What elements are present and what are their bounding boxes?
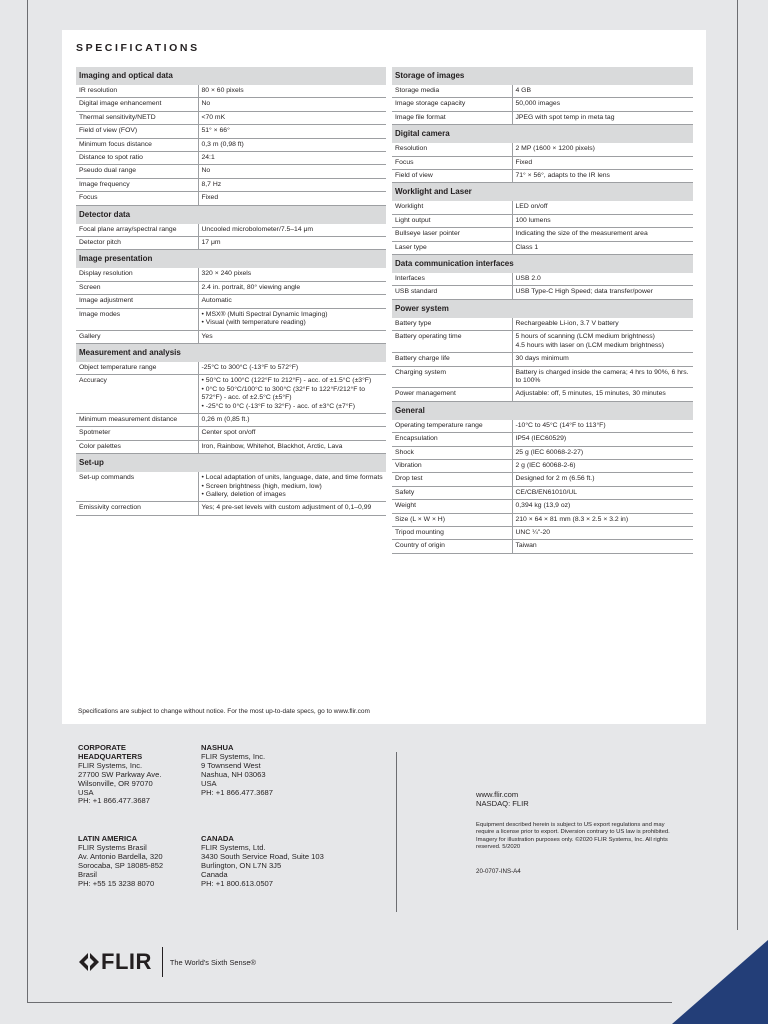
spec-value: 4 GB	[512, 85, 693, 98]
spec-value: JPEG with spot temp in meta tag	[512, 111, 693, 124]
spec-row	[392, 156, 693, 169]
frame-line-left	[27, 0, 28, 1003]
spec-row	[76, 440, 386, 453]
spec-value: USB 2.0	[512, 273, 693, 286]
spec-row	[392, 540, 693, 553]
spec-value: IP54 (IEC60529)	[512, 433, 693, 446]
spec-value	[198, 472, 386, 502]
spec-label: Image modes	[76, 308, 198, 330]
spec-value: Indicating the size of the measurement area	[512, 228, 693, 241]
spec-row	[76, 125, 386, 138]
section-header	[392, 183, 693, 202]
spec-label: Digital image enhancement	[76, 98, 198, 111]
spec-value: Rechargeable Li-ion, 3.7 V battery	[512, 318, 693, 331]
spec-label: Display resolution	[76, 268, 198, 281]
spec-row	[76, 138, 386, 151]
spec-label: Focus	[76, 192, 198, 205]
spec-label: Screen	[76, 281, 198, 294]
spec-value: Adjustable: off, 5 minutes, 15 minutes, 30 minutes	[512, 388, 693, 401]
section-heading: Measurement and analysis	[76, 343, 386, 362]
spec-label: Resolution	[392, 143, 512, 156]
spec-value: No	[198, 98, 386, 111]
spec-label: Detector pitch	[76, 237, 198, 250]
spec-label: Shock	[392, 446, 512, 459]
section-heading: Image presentation	[76, 250, 386, 269]
spec-row	[392, 111, 693, 124]
office-address: FLIR Systems, Ltd. 3430 South Service Road, Suite 103 Burlington, ON L7N 3J5 Canada PH: +1 800.613.0507	[201, 842, 324, 888]
legal-notice: Equipment described herein is subject to US export regulations and may require a license prior to export. Diversion contrary to US law is prohibited. Imagery for illustration purposes only. ©2020 FLIR Systems, Inc. All rights reserved. 5/2020	[476, 822, 670, 851]
spec-value: CE/CB/EN61010/UL	[512, 486, 693, 499]
flir-diamond-icon	[78, 951, 100, 973]
section-heading: Storage of images	[392, 67, 693, 85]
spec-table-right	[392, 67, 693, 554]
spec-value: 71° × 56°, adapts to the IR lens	[512, 170, 693, 183]
office-address: FLIR Systems, Inc. 27700 SW Parkway Ave. Wilsonville, OR 97070 USA PH: +1 866.477.3687	[78, 760, 162, 806]
spec-value-list	[202, 377, 384, 411]
spec-value: Class 1	[512, 241, 693, 254]
spec-value	[198, 375, 386, 414]
section-heading: Worklight and Laser	[392, 183, 693, 202]
spec-row	[76, 111, 386, 124]
spec-value-item: • -25°C to 0°C (-13°F to 32°F) - acc. of ±3°C (±7°F)	[202, 403, 384, 411]
spec-row	[392, 353, 693, 366]
spec-value: -25°C to 300°C (-13°F to 572°F)	[198, 362, 386, 375]
spec-row	[392, 433, 693, 446]
spec-row	[76, 427, 386, 440]
spec-label: Size (L × W × H)	[392, 513, 512, 526]
section-heading: Set-up	[76, 454, 386, 473]
spec-value: 25 g (IEC 60068-2-27)	[512, 446, 693, 459]
section-header	[76, 343, 386, 362]
spec-value: 2.4 in. portrait, 80° viewing angle	[198, 281, 386, 294]
spec-value: No	[198, 165, 386, 178]
page-title: SPECIFICATIONS	[76, 42, 200, 54]
spec-row	[76, 362, 386, 375]
spec-row	[392, 486, 693, 499]
spec-label: Image storage capacity	[392, 98, 512, 111]
spec-table-left	[76, 67, 386, 516]
spec-value: 0,394 kg (13,9 oz)	[512, 500, 693, 513]
spec-value-item: • 50°C to 100°C (122°F to 212°F) - acc. of ±1.5°C (±3°F)	[202, 377, 384, 385]
spec-label: Light output	[392, 214, 512, 227]
spec-value-item: • Visual (with temperature reading)	[202, 319, 384, 327]
spec-value: 24:1	[198, 152, 386, 165]
office-canada	[201, 835, 324, 888]
spec-row	[76, 413, 386, 426]
spec-row	[76, 375, 386, 414]
spec-row	[392, 273, 693, 286]
spec-value: 5 hours of scanning (LCM medium brightness) 4.5 hours with laser on (LCM medium brightness)	[512, 331, 693, 353]
spec-label: Encapsulation	[392, 433, 512, 446]
spec-label: Pseudo dual range	[76, 165, 198, 178]
office-nashua	[201, 744, 273, 797]
spec-value: Fixed	[198, 192, 386, 205]
spec-label: Charging system	[392, 366, 512, 388]
spec-value-list	[202, 311, 384, 328]
spec-row	[392, 228, 693, 241]
spec-label: Distance to spot ratio	[76, 152, 198, 165]
spec-row	[392, 331, 693, 353]
office-heading: CORPORATE HEADQUARTERS	[78, 743, 143, 761]
frame-line-right	[737, 0, 738, 930]
spec-value: Iron, Rainbow, Whitehot, Blackhot, Arctic, Lava	[198, 440, 386, 453]
spec-row	[76, 178, 386, 191]
spec-label: Bullseye laser pointer	[392, 228, 512, 241]
spec-label: IR resolution	[76, 85, 198, 98]
spec-label: Gallery	[76, 330, 198, 343]
spec-label: Worklight	[392, 201, 512, 214]
spec-value: USB Type-C High Speed; data transfer/power	[512, 286, 693, 299]
spec-row	[392, 85, 693, 98]
spec-value: UNC ¼"-20	[512, 526, 693, 539]
spec-value: Center spot on/off	[198, 427, 386, 440]
spec-label: Field of view (FOV)	[76, 125, 198, 138]
spec-value: Automatic	[198, 295, 386, 308]
spec-label: Object temperature range	[76, 362, 198, 375]
flir-logo	[78, 948, 256, 976]
corner-accent	[672, 940, 768, 1024]
section-heading: Digital camera	[392, 125, 693, 144]
spec-row	[76, 98, 386, 111]
spec-value-list	[202, 474, 384, 499]
spec-label: Minimum measurement distance	[76, 413, 198, 426]
spec-value: 50,000 images	[512, 98, 693, 111]
spec-row	[76, 281, 386, 294]
spec-row	[392, 143, 693, 156]
office-address: FLIR Systems, Inc. 9 Townsend West Nashua, NH 03063 USA PH: +1 866.477.3687	[201, 751, 273, 797]
spec-value: Battery is charged inside the camera; 4 hrs to 90%, 6 hrs. to 100%	[512, 366, 693, 388]
spec-label: Image file format	[392, 111, 512, 124]
spec-value: Uncooled microbolometer/7.5–14 μm	[198, 224, 386, 237]
spec-value: 30 days minimum	[512, 353, 693, 366]
spec-label: Storage media	[392, 85, 512, 98]
spec-label: Spotmeter	[76, 427, 198, 440]
logo-tagline: The World's Sixth Sense®	[169, 957, 256, 967]
office-address: FLIR Systems Brasil Av. Antonio Bardella, 320 Sorocaba, SP 18085-852 Brasil PH: +55 15 3238 8070	[78, 842, 164, 888]
spec-row	[76, 295, 386, 308]
spec-value: LED on/off	[512, 201, 693, 214]
spec-row	[76, 268, 386, 281]
spec-row	[76, 224, 386, 237]
spec-value: 8,7 Hz	[198, 178, 386, 191]
spec-row	[392, 526, 693, 539]
spec-value: 2 MP (1600 × 1200 pixels)	[512, 143, 693, 156]
spec-label: Image frequency	[76, 178, 198, 191]
spec-row	[392, 366, 693, 388]
section-header	[392, 255, 693, 274]
spec-row	[76, 165, 386, 178]
spec-value: 2 g (IEC 60068-2-6)	[512, 459, 693, 472]
spec-value: 210 × 64 × 81 mm (8.3 × 2.5 × 3.2 in)	[512, 513, 693, 526]
section-heading: Imaging and optical data	[76, 67, 386, 85]
spec-row	[76, 330, 386, 343]
spec-value	[198, 308, 386, 330]
spec-row	[392, 500, 693, 513]
spec-value: 17 μm	[198, 237, 386, 250]
spec-label: Thermal sensitivity/NETD	[76, 111, 198, 124]
spec-row	[392, 318, 693, 331]
spec-value: Fixed	[512, 156, 693, 169]
spec-value: Designed for 2 m (6.56 ft.)	[512, 473, 693, 486]
spec-label: Battery operating time	[392, 331, 512, 353]
spec-row	[392, 214, 693, 227]
spec-value: -10°C to 45°C (14°F to 113°F)	[512, 420, 693, 433]
spec-value: Yes	[198, 330, 386, 343]
section-heading: Detector data	[76, 205, 386, 224]
spec-value-item: • 0°C to 50°C/100°C to 300°C (32°F to 122°F/212°F to 572°F) - acc. of ±2.5°C (±5°F)	[202, 386, 384, 403]
spec-value: 0,26 m (0,85 ft.)	[198, 413, 386, 426]
spec-label: Vibration	[392, 459, 512, 472]
section-header	[76, 205, 386, 224]
spec-row	[392, 201, 693, 214]
office-heading: CANADA	[201, 834, 234, 843]
office-heading: NASHUA	[201, 743, 234, 752]
spec-label: Accuracy	[76, 375, 198, 414]
spec-label: Power management	[392, 388, 512, 401]
section-header	[392, 67, 693, 85]
spec-row	[76, 237, 386, 250]
office-latin-america	[78, 835, 163, 888]
spec-label: USB standard	[392, 286, 512, 299]
section-heading: Power system	[392, 299, 693, 318]
frame-line-bottom	[27, 1002, 672, 1003]
spec-row	[392, 388, 693, 401]
spec-label: Drop test	[392, 473, 512, 486]
spec-row	[392, 98, 693, 111]
footer-divider	[396, 752, 397, 912]
office-heading: LATIN AMERICA	[78, 834, 138, 843]
section-heading: Data communication interfaces	[392, 255, 693, 274]
spec-label: Interfaces	[392, 273, 512, 286]
spec-label: Emissivity correction	[76, 502, 198, 515]
disclaimer-text: Specifications are subject to change without notice. For the most up-to-date specs, go to www.flir.com	[78, 708, 370, 715]
spec-value-item: • Local adaptation of units, language, date, and time formats	[202, 474, 384, 482]
logo-separator	[162, 947, 163, 977]
spec-label: Battery charge life	[392, 353, 512, 366]
spec-value-item: • MSX® (Multi Spectral Dynamic Imaging)	[202, 311, 384, 319]
section-header	[392, 299, 693, 318]
spec-label: Focal plane array/spectral range	[76, 224, 198, 237]
section-heading: General	[392, 401, 693, 420]
spec-value-item: • Screen brightness (high, medium, low)	[202, 483, 384, 491]
spec-value: 100 lumens	[512, 214, 693, 227]
website-link[interactable]: www.flir.com NASDAQ: FLIR	[476, 790, 529, 808]
spec-value: 320 × 240 pixels	[198, 268, 386, 281]
spec-row	[392, 286, 693, 299]
spec-value: Taiwan	[512, 540, 693, 553]
spec-label: Country of origin	[392, 540, 512, 553]
spec-row	[392, 420, 693, 433]
spec-value: Yes; 4 pre-set levels with custom adjustment of 0,1–0,99	[198, 502, 386, 515]
spec-label: Safety	[392, 486, 512, 499]
spec-row	[392, 170, 693, 183]
spec-label: Weight	[392, 500, 512, 513]
spec-label: Battery type	[392, 318, 512, 331]
spec-row	[76, 85, 386, 98]
spec-label: Focus	[392, 156, 512, 169]
spec-row	[392, 241, 693, 254]
spec-row	[76, 192, 386, 205]
spec-label: Set-up commands	[76, 472, 198, 502]
spec-row	[392, 446, 693, 459]
spec-label: Laser type	[392, 241, 512, 254]
spec-label: Image adjustment	[76, 295, 198, 308]
spec-label: Field of view	[392, 170, 512, 183]
document-code: 20-0707-INS-A4	[476, 868, 521, 875]
spec-value-item: • Gallery, deletion of images	[202, 491, 384, 499]
section-header	[392, 125, 693, 144]
section-header	[76, 250, 386, 269]
section-header	[392, 401, 693, 420]
section-header	[76, 67, 386, 85]
spec-label: Minimum focus distance	[76, 138, 198, 151]
spec-label: Operating temperature range	[392, 420, 512, 433]
logo-wordmark: FLIR	[101, 949, 152, 974]
spec-value: 80 × 60 pixels	[198, 85, 386, 98]
spec-value: <70 mK	[198, 111, 386, 124]
office-corporate	[78, 744, 161, 806]
section-header	[76, 454, 386, 473]
spec-value: 0,3 m (0,98 ft)	[198, 138, 386, 151]
spec-row	[392, 459, 693, 472]
spec-row	[76, 472, 386, 502]
spec-row	[76, 152, 386, 165]
spec-row	[392, 473, 693, 486]
spec-label: Tripod mounting	[392, 526, 512, 539]
spec-row	[392, 513, 693, 526]
spec-row	[76, 308, 386, 330]
spec-row	[76, 502, 386, 515]
spec-value: 51° × 66°	[198, 125, 386, 138]
spec-label: Color palettes	[76, 440, 198, 453]
